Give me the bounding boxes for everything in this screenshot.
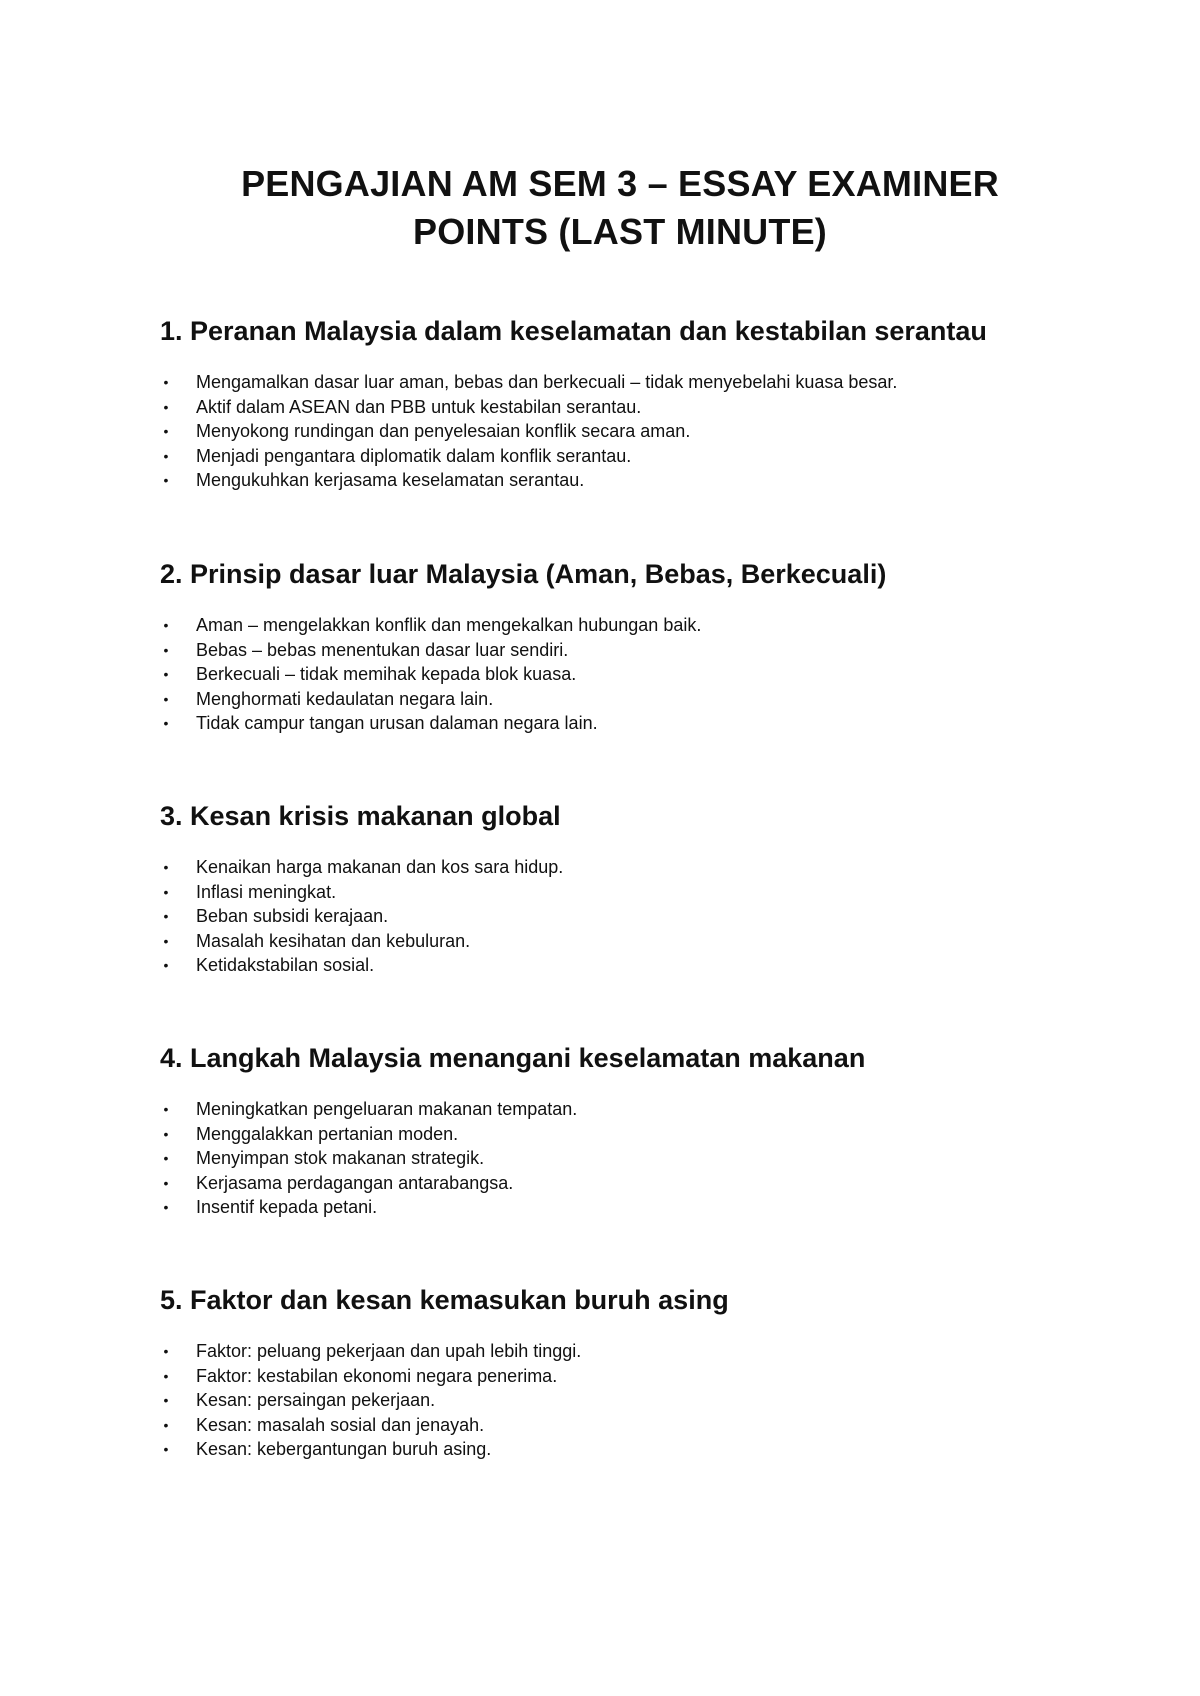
bullet-icon: • bbox=[163, 1441, 169, 1457]
section-heading: 1. Peranan Malaysia dalam keselamatan dan kestabilan serantau bbox=[160, 316, 987, 346]
list-item-text: Beban subsidi kerajaan. bbox=[196, 906, 389, 926]
bullet-icon: • bbox=[163, 1416, 169, 1433]
bullet-icon: • bbox=[163, 1150, 169, 1166]
list-item-text: Berkecuali – tidak memihak kepada blok kuasa. bbox=[196, 664, 577, 684]
list-item-text: Kesan: kebergantungan buruh asing. bbox=[196, 1439, 492, 1459]
bullet-icon: • bbox=[163, 374, 169, 390]
section-5 bbox=[160, 1283, 1120, 1462]
list-item bbox=[160, 370, 1120, 395]
bullet-icon: • bbox=[163, 447, 169, 464]
bullet-icon: • bbox=[163, 1125, 169, 1142]
list-item bbox=[160, 1437, 1120, 1462]
bullet-icon: • bbox=[163, 641, 169, 658]
bullet-icon: • bbox=[163, 1174, 169, 1191]
bullet-icon: • bbox=[163, 1343, 169, 1359]
list-item-text: Masalah kesihatan dan kebuluran. bbox=[196, 930, 471, 951]
section-1 bbox=[160, 314, 1120, 493]
list-item-text: Kesan: masalah sosial dan jenayah. bbox=[196, 1414, 485, 1435]
list-item bbox=[160, 468, 1120, 493]
bullet-list bbox=[160, 613, 1120, 736]
bullet-icon: • bbox=[163, 1101, 169, 1117]
bullet-icon: • bbox=[163, 617, 169, 633]
list-item-text: Menggalakkan pertanian moden. bbox=[196, 1123, 459, 1144]
list-item bbox=[160, 687, 1120, 712]
list-item-text: Menyokong rundingan dan penyelesaian konflik secara aman. bbox=[196, 421, 691, 441]
list-item bbox=[160, 1388, 1120, 1413]
bullet-icon: • bbox=[163, 1367, 169, 1384]
bullet-icon: • bbox=[163, 908, 169, 924]
bullet-icon: • bbox=[163, 932, 169, 949]
list-item-text: Faktor: kestabilan ekonomi negara penerima. bbox=[196, 1365, 558, 1386]
list-item-text: Kesan: persaingan pekerjaan. bbox=[196, 1390, 436, 1410]
section-heading: 3. Kesan krisis makanan global bbox=[160, 801, 561, 831]
list-item bbox=[160, 444, 1120, 469]
list-item-text: Aktif dalam ASEAN dan PBB untuk kestabilan serantau. bbox=[196, 396, 642, 417]
list-item bbox=[160, 613, 1120, 638]
list-item bbox=[160, 1413, 1120, 1438]
list-item bbox=[160, 1171, 1120, 1196]
list-item-text: Menyimpan stok makanan strategik. bbox=[196, 1148, 485, 1168]
list-item bbox=[160, 662, 1120, 687]
bullet-list bbox=[160, 1339, 1120, 1462]
bullet-icon: • bbox=[163, 883, 169, 900]
list-item bbox=[160, 1097, 1120, 1122]
list-item bbox=[160, 880, 1120, 905]
title-line-2: POINTS (LAST MINUTE) bbox=[413, 211, 827, 252]
list-item-text: Insentif kepada petani. bbox=[196, 1197, 378, 1217]
list-item bbox=[160, 855, 1120, 880]
section-heading: 2. Prinsip dasar luar Malaysia (Aman, Bebas, Berkecuali) bbox=[160, 559, 887, 589]
list-item bbox=[160, 953, 1120, 978]
bullet-icon: • bbox=[163, 859, 169, 875]
bullet-icon: • bbox=[163, 957, 169, 973]
document-title bbox=[150, 160, 1090, 256]
bullet-icon: • bbox=[163, 472, 169, 488]
list-item bbox=[160, 929, 1120, 954]
list-item-text: Tidak campur tangan urusan dalaman negara lain. bbox=[196, 713, 598, 733]
list-item-text: Inflasi meningkat. bbox=[196, 881, 337, 902]
list-item-text: Kenaikan harga makanan dan kos sara hidup. bbox=[196, 857, 564, 877]
bullet-list bbox=[160, 1097, 1120, 1220]
bullet-icon: • bbox=[163, 423, 169, 439]
list-item bbox=[160, 395, 1120, 420]
list-item-text: Mengukuhkan kerjasama keselamatan serantau. bbox=[196, 470, 585, 490]
bullet-icon: • bbox=[163, 398, 169, 415]
bullet-list bbox=[160, 855, 1120, 978]
section-heading: 5. Faktor dan kesan kemasukan buruh asing bbox=[160, 1285, 729, 1315]
list-item-text: Faktor: peluang pekerjaan dan upah lebih tinggi. bbox=[196, 1341, 582, 1361]
list-item-text: Kerjasama perdagangan antarabangsa. bbox=[196, 1172, 514, 1193]
list-item-text: Mengamalkan dasar luar aman, bebas dan berkecuali – tidak menyebelahi kuasa besar. bbox=[196, 372, 898, 392]
list-item bbox=[160, 1339, 1120, 1364]
list-item bbox=[160, 1146, 1120, 1171]
list-item bbox=[160, 1364, 1120, 1389]
list-item bbox=[160, 638, 1120, 663]
section-3 bbox=[160, 799, 1120, 978]
list-item bbox=[160, 904, 1120, 929]
list-item-text: Ketidakstabilan sosial. bbox=[196, 955, 375, 975]
section-4 bbox=[160, 1041, 1120, 1220]
list-item-text: Bebas – bebas menentukan dasar luar sendiri. bbox=[196, 639, 569, 660]
bullet-icon: • bbox=[163, 666, 169, 682]
list-item-text: Meningkatkan pengeluaran makanan tempatan. bbox=[196, 1099, 578, 1119]
list-item bbox=[160, 1195, 1120, 1220]
list-item bbox=[160, 1122, 1120, 1147]
list-item-text: Menghormati kedaulatan negara lain. bbox=[196, 688, 494, 709]
section-heading: 4. Langkah Malaysia menangani keselamatan makanan bbox=[160, 1043, 866, 1073]
bullet-icon: • bbox=[163, 690, 169, 707]
bullet-icon: • bbox=[163, 1392, 169, 1408]
list-item-text: Aman – mengelakkan konflik dan mengekalkan hubungan baik. bbox=[196, 615, 702, 635]
list-item-text: Menjadi pengantara diplomatik dalam konflik serantau. bbox=[196, 445, 632, 466]
bullet-icon: • bbox=[163, 1199, 169, 1215]
list-item bbox=[160, 419, 1120, 444]
section-2 bbox=[160, 557, 1120, 736]
bullet-icon: • bbox=[163, 715, 169, 731]
list-item bbox=[160, 711, 1120, 736]
bullet-list bbox=[160, 370, 1120, 493]
title-line-1: PENGAJIAN AM SEM 3 – ESSAY EXAMINER bbox=[241, 163, 999, 204]
